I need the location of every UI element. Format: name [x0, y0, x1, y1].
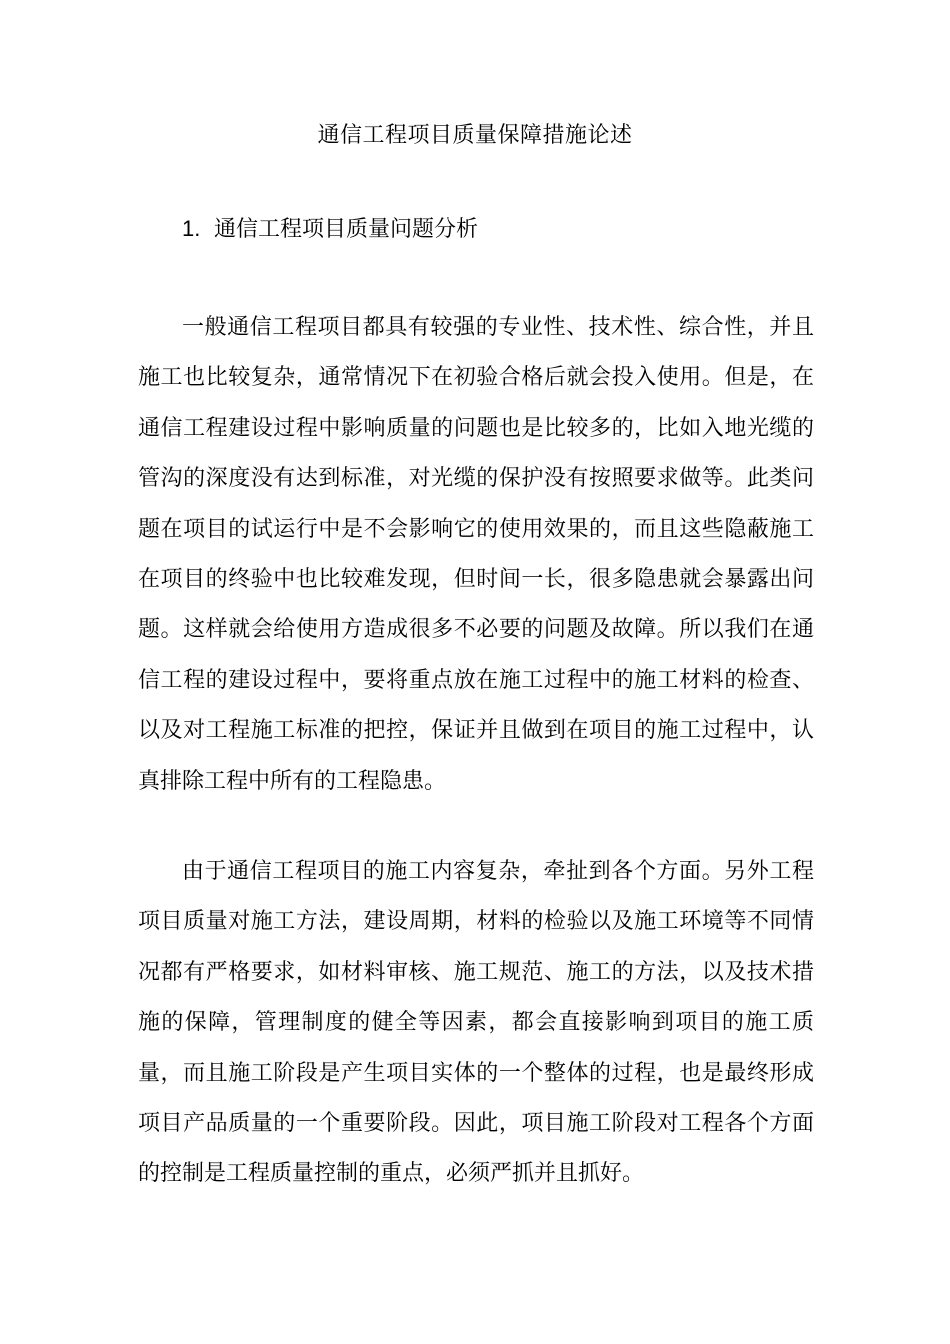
section-heading-text: 通信工程项目质量问题分析 — [214, 217, 479, 242]
body-paragraph: 由于通信工程项目的施工内容复杂，牵扯到各个方面。另外工程项目质量对施工方法，建设周期，材料的检验以及施工环境等不同情况都有严格要求，如材料审核、施工规范、施工的方法，以及技术措施的保障，管理制度的健全等因素，都会直接影响到项目的施工质量，而且施工阶段是产生项目实体的一个整体的过程，也是最终形成项目产品质量的一个重要阶段。因此，项目施工阶段对工程各个方面的控制是工程质量控制的重点，必须严抓并且抓好。 — [138, 859, 814, 1187]
section-heading — [182, 213, 478, 246]
section-number: 1. — [182, 216, 201, 241]
body-paragraph: 一般通信工程项目都具有较强的专业性、技术性、综合性，并且施工也比较复杂，通常情况下在初验合格后就会投入使用。但是，在通信工程建设过程中影响质量的问题也是比较多的，比如入地光缆的管沟的深度没有达到标准，对光缆的保护没有按照要求做等。此类问题在项目的试运行中是不会影响它的使用效果的，而且这些隐蔽施工在项目的终验中也比较难发现，但时间一长，很多隐患就会暴露出问题。这样就会给使用方造成很多不必要的问题及故障。所以我们在通信工程的建设过程中，要将重点放在施工过程中的施工材料的检查、以及对工程施工标准的把控，保证并且做到在项目的施工过程中，认真排除工程中所有的工程隐患。 — [138, 315, 814, 794]
document-title: 通信工程项目质量保障措施论述 — [317, 123, 633, 148]
